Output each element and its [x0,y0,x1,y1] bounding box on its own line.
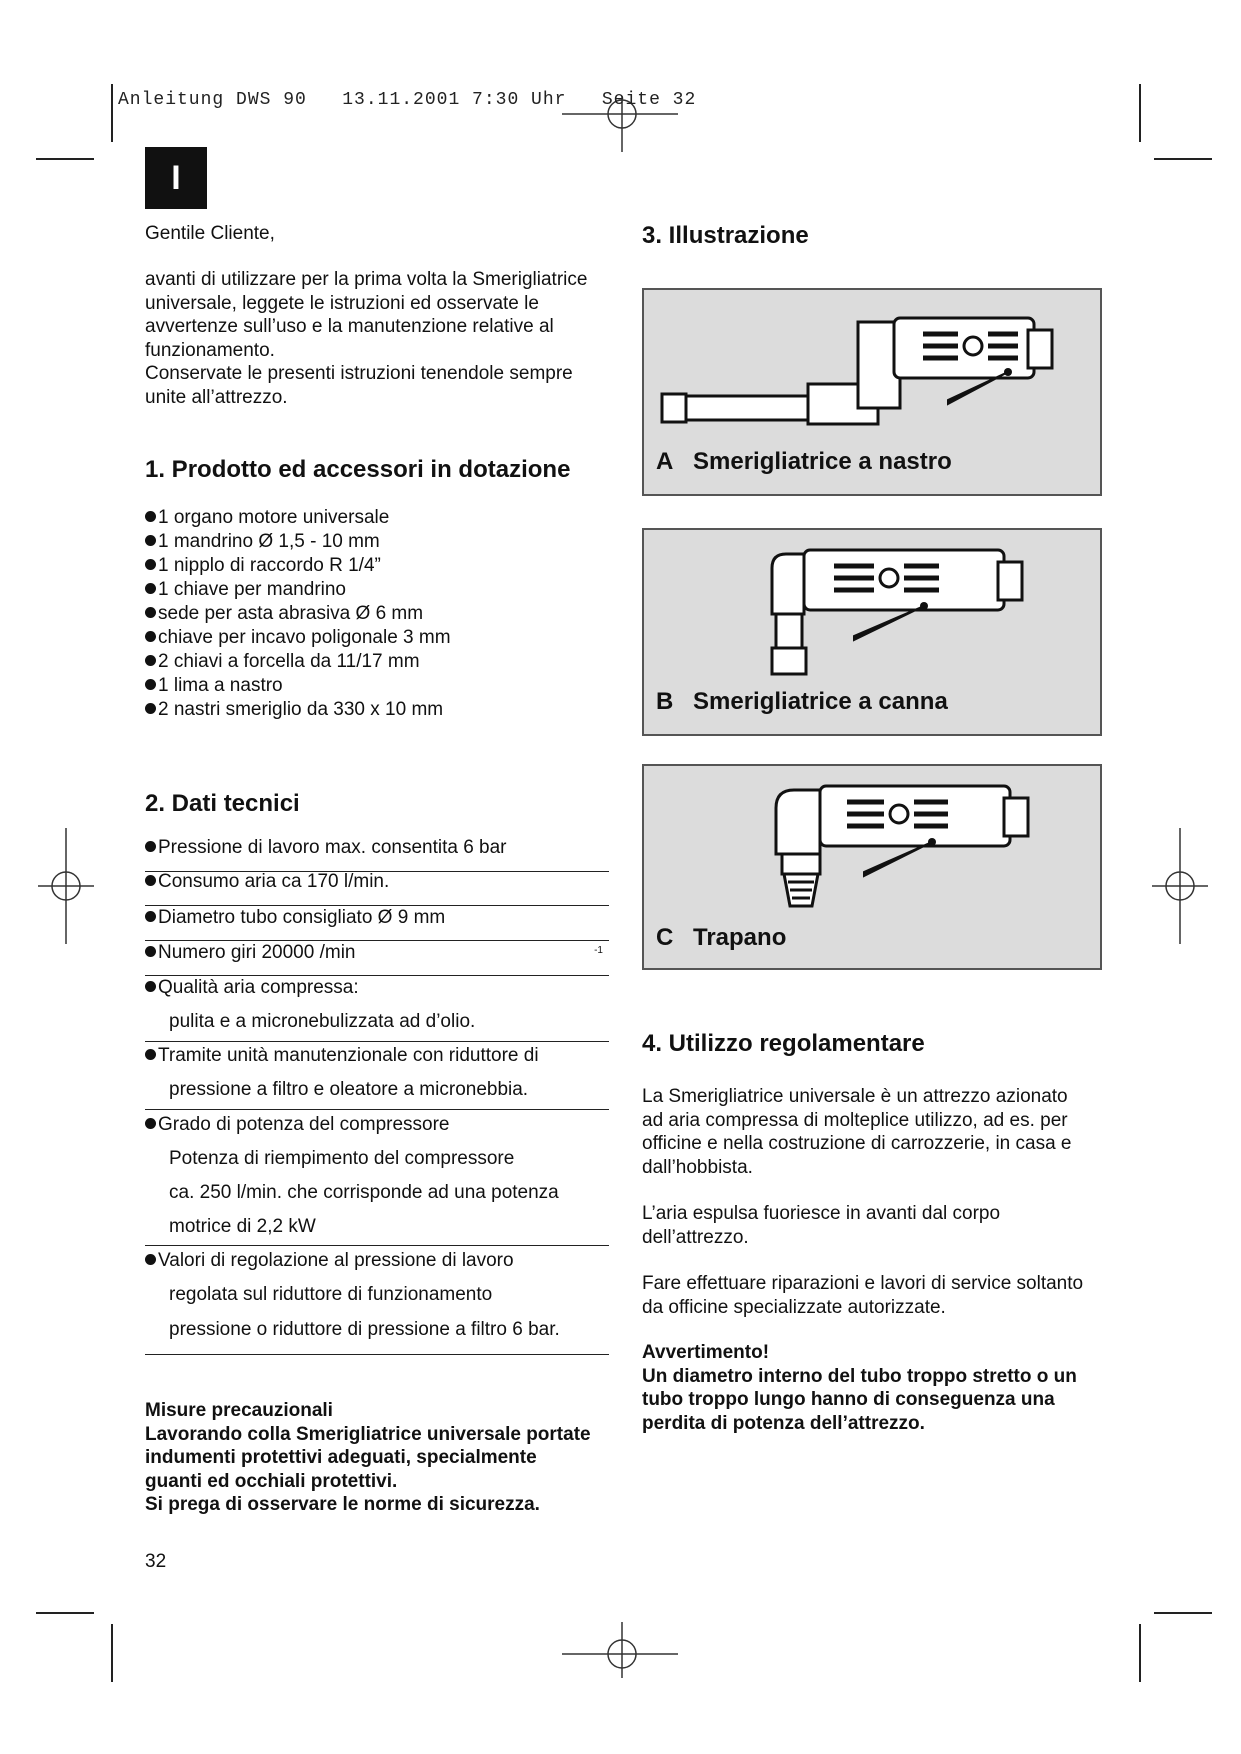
section-3-title: 3. Illustrazione [642,222,809,249]
table-row: Tramite unità manutenzionale con riduttore di [145,1044,609,1068]
usage-paragraph-2: L’aria espulsa fuoriesce in avanti dal corpo dell’attrezzo. [642,1203,1001,1248]
table-row: Qualità aria compressa: [145,976,609,1000]
belt-sander-illustration [658,312,1088,432]
bullet-icon [145,655,156,666]
precautions-line: guanti ed occhiali protettivi. [145,1470,398,1492]
precautions-line: Lavorando colla Smerigliatrice universale portate [145,1423,591,1445]
crop-mark [36,158,94,160]
intro-salutation: Gentile Cliente, [145,223,275,244]
print-slug: Anleitung DWS 90 13.11.2001 7:30 Uhr Seite 32 [118,90,697,110]
illustration-panel-c [642,764,1102,970]
bullet-icon [145,981,156,992]
list-item: 2 nastri smeriglio da 330 x 10 mm [145,698,451,722]
list-item: 2 chiavi a forcella da 11/17 mm [145,650,451,674]
crop-mark [111,84,113,142]
table-row: pulita e a micronebulizzata ad d’olio. [169,1011,476,1032]
bullet-icon [145,535,156,546]
section-1-title: 1. Prodotto ed accessori in dotazione [145,456,571,483]
language-tab-label: I [171,159,181,197]
table-row: pressione o riduttore di pressione a filtro 6 bar. [169,1319,560,1340]
divider [145,1354,609,1355]
bullet-icon [145,607,156,618]
section-4-title: 4. Utilizzo regolamentare [642,1030,925,1057]
crop-mark [1139,1624,1141,1682]
tech-data-table [145,836,609,1366]
bullet-icon [145,1049,156,1060]
intro-line: Conservate le presenti istruzioni tenendole sempre [145,363,573,384]
usage-paragraph-3: Fare effettuare riparazioni e lavori di service soltanto da officine specializzate autorizzate. [642,1273,1084,1318]
precautions-heading: Misure precauzionali [145,1400,333,1421]
table-row: motrice di 2,2 kW [169,1216,316,1237]
intro-line: avvertenze sull’uso e la manutenzione relative al [145,316,554,337]
registration-mark-bottom [560,1620,680,1680]
section-2-title: 2. Dati tecnici [145,790,300,817]
table-row: Pressione di lavoro max. consentita 6 bar [145,836,609,860]
registration-mark-left [36,826,96,946]
bullet-icon [145,875,156,886]
intro-line: unite all’attrezzo. [145,386,288,408]
bullet-icon [145,679,156,690]
divider [145,1245,609,1246]
divider [145,1041,609,1042]
bullet-icon [145,703,156,714]
precautions-line: Si prega di osservare le norme di sicurezza. [145,1494,540,1515]
crop-mark [1154,1612,1212,1614]
list-item: 1 chiave per mandrino [145,578,451,602]
panel-c-caption [656,924,786,952]
table-row: ca. 250 l/min. che corrisponde ad una potenza [169,1182,559,1203]
die-grinder-illustration [764,548,1064,684]
usage-paragraph-1: La Smerigliatrice universale è un attrezzo azionato ad aria compressa di molteplice utilizzo, ad es. per officine e nella costruzione di carrozzerie, in casa e dall’hobbista. [642,1086,1072,1178]
bullet-icon [145,1118,156,1129]
bullet-icon [145,631,156,642]
panel-letter: C [656,924,674,951]
precautions-line: indumenti protettivi adeguati, specialmente [145,1447,537,1468]
panel-letter: B [656,688,674,715]
registration-mark-right [1150,826,1210,946]
panel-caption-text: Smerigliatrice a canna [693,688,948,715]
bullet-icon [145,583,156,594]
language-tab [145,147,207,209]
table-row: pressione a filtro e oleatore a micronebbia. [169,1079,529,1100]
intro-line: avanti di utilizzare per la prima volta la Smerigliatrice [145,269,588,290]
list-item: 1 nipplo di raccordo R 1/4” [145,554,451,578]
list-item: 1 lima a nastro [145,674,451,698]
panel-caption-text: Trapano [693,924,787,951]
bullet-icon [145,1254,156,1265]
table-row: Grado di potenza del compressore [145,1113,609,1137]
intro-line: funzionamento. [145,339,275,361]
list-item: chiave per incavo poligonale 3 mm [145,626,451,650]
page-number: 32 [145,1551,167,1572]
table-row: Consumo aria ca 170 l/min. [145,870,609,894]
intro-paragraph [145,268,587,409]
panel-letter: A [656,448,674,475]
table-row: Numero giri 20000 /min -1 [145,941,609,965]
table-row: Valori di regolazione al pressione di lavoro [145,1249,609,1273]
crop-mark [111,1624,113,1682]
crop-mark [1154,158,1212,160]
bullet-icon [145,559,156,570]
list-item: 1 organo motore universale [145,506,451,530]
crop-mark [1139,84,1141,142]
bullet-icon [145,511,156,522]
list-item: sede per asta abrasiva Ø 6 mm [145,602,451,626]
bullet-icon [145,841,156,852]
panel-a-caption [656,448,952,476]
warning-block: Avvertimento! Un diametro interno del tubo troppo stretto o un tubo troppo lungo hanno di conseguenza una perdita di potenza dell’attrezzo. [642,1342,1077,1434]
table-row: Potenza di riempimento del compressore [169,1148,515,1169]
list-item: 1 mandrino Ø 1,5 - 10 mm [145,530,451,554]
illustration-panel-a [642,288,1102,496]
warning-heading: Avvertimento! [642,1342,770,1363]
bullet-icon [145,946,156,957]
divider [145,1109,609,1110]
intro-line: universale, leggete le istruzioni ed osservate le [145,292,539,314]
precautions-block [145,1399,591,1517]
accessories-list [145,506,451,722]
table-row: Diametro tubo consigliato Ø 9 mm [145,906,609,930]
crop-mark [36,1612,94,1614]
illustration-panel-b [642,528,1102,736]
panel-caption-text: Smerigliatrice a nastro [693,448,952,475]
bullet-icon [145,911,156,922]
table-row: regolata sul riduttore di funzionamento [169,1284,493,1305]
panel-b-caption [656,688,948,716]
drill-illustration [772,784,1072,920]
exponent: -1 [594,945,603,956]
